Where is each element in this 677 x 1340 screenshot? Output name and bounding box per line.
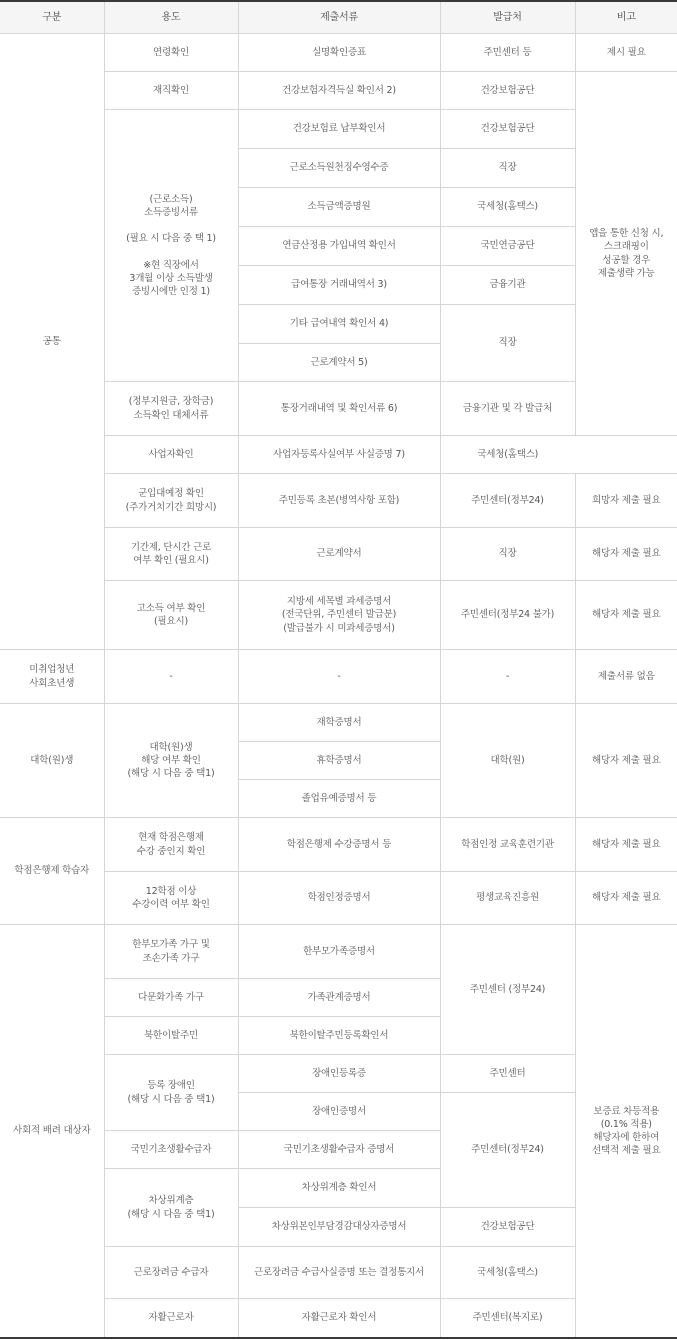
note-cell: 해당자 제출 필요 [575, 581, 677, 650]
issuer-cell: 직장 [440, 149, 575, 188]
issuer-cell: 주민센터 등 [440, 34, 575, 72]
document-cell: 자활근로자 확인서 [238, 1299, 440, 1338]
header-category: 구분 [0, 1, 104, 34]
table-row [0, 650, 677, 704]
document-cell: 사업자등록사실여부 사실증명 7) [238, 436, 440, 474]
category-cell-social: 사회적 배려 대상자 [0, 925, 104, 1338]
document-cell: 주민등록 초본(병역사항 포함) [238, 474, 440, 528]
issuer-cell: 학점인정 교육훈련기관 [440, 818, 575, 872]
document-cell: 근로장려금 수급사실증명 또는 결정통지서 [238, 1247, 440, 1299]
use-cell: 군입대예정 확인 (주가거치기간 희망시) [104, 474, 238, 528]
note-cell: 제출서류 없음 [575, 650, 677, 704]
document-cell: 휴학증명서 [238, 742, 440, 780]
document-cell: 장애인증명서 [238, 1093, 440, 1131]
note-cell: 희망자 제출 필요 [575, 474, 677, 528]
document-cell: 급여통장 거래내역서 3) [238, 266, 440, 305]
issuer-cell: 주민센터 (정부24) [440, 925, 575, 1055]
issuer-cell: 국세청(홈택스) [440, 1247, 575, 1299]
document-cell: 국민기초생활수급자 증명서 [238, 1131, 440, 1169]
use-cell: 한부모가족 가구 및 조손가족 가구 [104, 925, 238, 979]
table-row [0, 34, 677, 72]
issuer-cell: 주민센터(정부24 불가) [440, 581, 575, 650]
use-cell: 12학점 이상 수강이력 여부 확인 [104, 872, 238, 925]
use-cell-income-proof: (근로소득) 소득증빙서류 (필요 시 다음 중 택 1) ※현 직장에서 3개월 이상 소득발생 증빙시에만 인정 1) [104, 110, 238, 382]
document-cell: 북한이탈주민등록확인서 [238, 1017, 440, 1055]
use-cell: 근로장려금 수급자 [104, 1247, 238, 1299]
use-cell: (정부지원금, 장학금) 소득확인 대체서류 [104, 382, 238, 436]
issuer-cell: 주민센터 [440, 1055, 575, 1093]
note-cell: 해당자 제출 필요 [575, 818, 677, 872]
document-cell: 가족관계증명서 [238, 979, 440, 1017]
note-cell: 제시 필요 [575, 34, 677, 72]
issuer-cell: 건강보험공단 [440, 72, 575, 110]
document-cell: 졸업유예증명서 등 [238, 780, 440, 818]
document-cell: 학점인정증명서 [238, 872, 440, 925]
issuer-cell: 금융기관 및 각 발급처 [440, 382, 575, 436]
category-cell-common: 공통 [0, 34, 104, 650]
issuer-cell: 주민센터(정부24) [440, 1093, 575, 1208]
issuer-cell: 평생교육진흥원 [440, 872, 575, 925]
document-cell: 연금산정용 가입내역 확인서 [238, 227, 440, 266]
document-cell: 재학증명서 [238, 704, 440, 742]
document-cell: 근로계약서 [238, 528, 440, 581]
document-cell: - [238, 650, 440, 704]
table-row [0, 818, 677, 872]
issuer-cell: - [440, 650, 575, 704]
document-cell: 건강보험자격득실 확인서 2) [238, 72, 440, 110]
issuer-cell: 주민센터(복지로) [440, 1299, 575, 1338]
issuer-cell: 건강보험공단 [440, 1208, 575, 1247]
issuer-cell: 건강보험공단 [440, 110, 575, 149]
header-issuer: 발급처 [440, 1, 575, 34]
use-cell: 연령확인 [104, 34, 238, 72]
use-cell: 국민기초생활수급자 [104, 1131, 238, 1169]
use-cell: 기간제, 단시간 근로 여부 확인 (필요시) [104, 528, 238, 581]
document-cell: 한부모가족증명서 [238, 925, 440, 979]
note-cell: 해당자 제출 필요 [575, 528, 677, 581]
header-use: 용도 [104, 1, 238, 34]
document-cell: 통장거래내역 및 확인서류 6) [238, 382, 440, 436]
issuer-cell: 주민센터(정부24) [440, 474, 575, 528]
document-cell: 건강보험료 납부확인서 [238, 110, 440, 149]
category-cell-college: 대학(원)생 [0, 704, 104, 818]
issuer-cell: 대학(원) [440, 704, 575, 818]
document-cell: 소득금액증명원 [238, 188, 440, 227]
header-note: 비고 [575, 1, 677, 34]
note-cell: 해당자 제출 필요 [575, 872, 677, 925]
use-cell: 차상위계층 (해당 시 다음 중 택1) [104, 1169, 238, 1247]
issuer-cell: 국세청(홈택스) [440, 436, 575, 474]
table-row [0, 925, 677, 979]
use-cell: 등록 장애인 (해당 시 다음 중 택1) [104, 1055, 238, 1131]
header-document: 제출서류 [238, 1, 440, 34]
document-cell: 기타 급여내역 확인서 4) [238, 305, 440, 344]
document-cell: 근로계약서 5) [238, 344, 440, 382]
issuer-cell: 금융기관 [440, 266, 575, 305]
document-cell: 차상위계층 확인서 [238, 1169, 440, 1208]
issuer-cell: 직장 [440, 528, 575, 581]
document-cell: 근로소득원천징수영수증 [238, 149, 440, 188]
use-cell: 고소득 여부 확인 (필요시) [104, 581, 238, 650]
table-row [0, 704, 677, 742]
issuer-cell: 직장 [440, 305, 575, 382]
category-cell-credit-bank: 학점은행제 학습자 [0, 818, 104, 925]
use-cell: 현재 학점은행제 수강 중인지 확인 [104, 818, 238, 872]
issuer-cell: 국세청(홈택스) [440, 188, 575, 227]
use-cell: 자활근로자 [104, 1299, 238, 1338]
note-cell-fee-discount: 보증료 차등적용 (0.1% 적용) 해당자에 한하여 선택적 제출 필요 [575, 925, 677, 1338]
use-cell: 대학(원)생 해당 여부 확인 (해당 시 다음 중 택1) [104, 704, 238, 818]
issuer-cell: 국민연금공단 [440, 227, 575, 266]
document-cell: 장애인등록증 [238, 1055, 440, 1093]
use-cell: - [104, 650, 238, 704]
note-cell: 해당자 제출 필요 [575, 704, 677, 818]
document-cell: 실명확인증표 [238, 34, 440, 72]
use-cell: 사업자확인 [104, 436, 238, 474]
category-cell-unemployed: 미취업청년 사회초년생 [0, 650, 104, 704]
document-cell: 지방세 세목별 과세증명서 (전국단위, 주민센터 발급분) (발급불가 시 미과세증명서) [238, 581, 440, 650]
document-cell: 차상위본인부담경감대상자증명서 [238, 1208, 440, 1247]
note-cell-scraping: 앱을 통한 신청 시, 스크래핑이 성공할 경우 제출생략 가능 [575, 72, 677, 436]
use-cell: 북한이탈주민 [104, 1017, 238, 1055]
use-cell: 재직확인 [104, 72, 238, 110]
use-cell: 다문화가족 가구 [104, 979, 238, 1017]
document-cell: 학점은행제 수강증명서 등 [238, 818, 440, 872]
header-row [0, 1, 677, 34]
